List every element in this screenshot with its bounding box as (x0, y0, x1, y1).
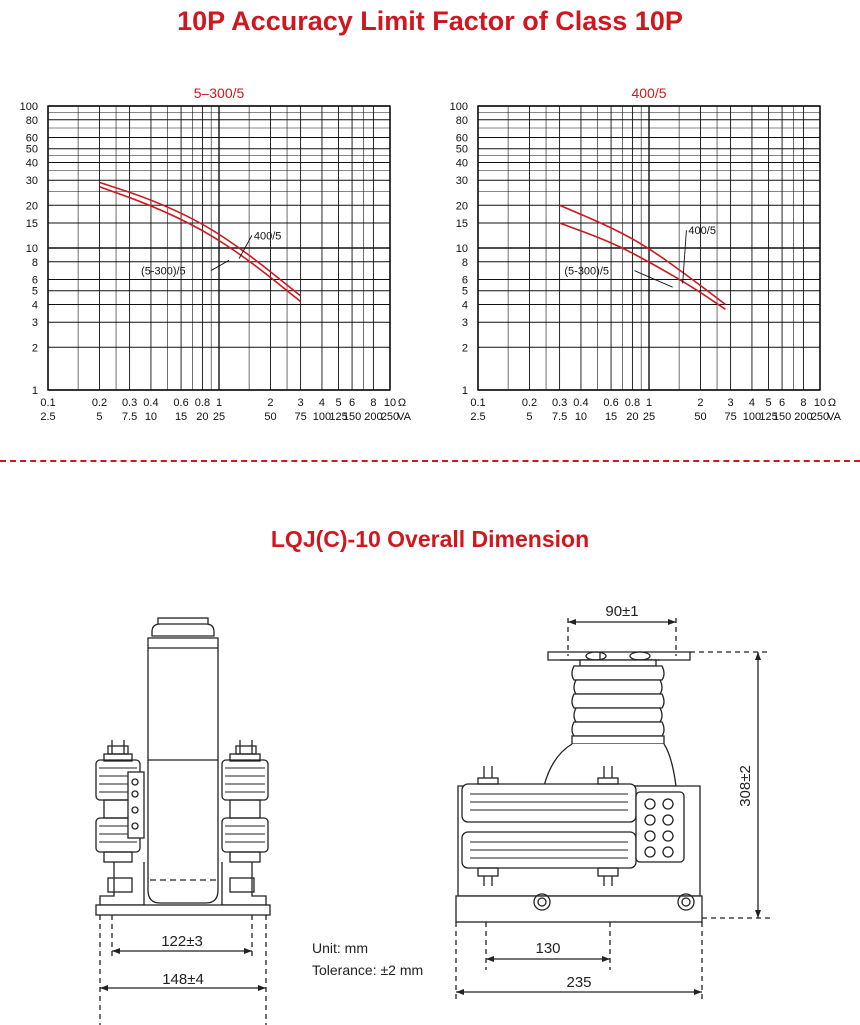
x-unit-ohm: Ω (397, 397, 407, 409)
y-tick-label: 3 (461, 317, 468, 330)
x-tick-label-va: 100 (312, 411, 332, 423)
x-tick-label-ohm: 0.1 (40, 397, 56, 409)
x-tick-label-ohm: 0.8 (624, 397, 641, 409)
y-tick-label: 30 (25, 175, 38, 188)
page-title: 10P Accuracy Limit Factor of Class 10P (177, 6, 683, 36)
series-label: 400/5 (688, 225, 716, 238)
y-tick-label: 100 (449, 101, 468, 113)
x-tick-label-ohm: 0.3 (551, 397, 568, 409)
y-tick-label: 50 (455, 143, 468, 156)
dimension-title: LQJ(C)-10 Overall Dimension (270, 526, 590, 552)
y-tick-label: 60 (25, 132, 38, 145)
x-tick-label-va: 15 (604, 411, 618, 423)
x-tick-label-ohm: 8 (800, 397, 807, 409)
x-tick-label-ohm: 4 (318, 397, 326, 409)
chart-title: 5–300/5 (193, 85, 245, 101)
x-tick-label-va: 20 (626, 411, 639, 423)
y-tick-label: 4 (461, 299, 468, 312)
x-tick-label-va: 50 (694, 411, 707, 423)
x-tick-label-va: 200 (794, 411, 813, 423)
y-tick-label: 5 (31, 285, 38, 298)
x-tick-label-ohm: 0.1 (470, 397, 486, 409)
x-tick-label-ohm: 1 (645, 397, 653, 409)
x-tick-label-ohm: 0.2 (521, 397, 538, 409)
dim-front-outer: 148±4 (162, 971, 204, 988)
x-tick-label-ohm: 0.4 (143, 397, 159, 409)
y-tick-label: 6 (461, 274, 468, 287)
x-unit-va: VA (827, 411, 841, 423)
y-tick-label: 2 (461, 342, 468, 355)
y-tick-label: 40 (25, 157, 38, 170)
unit-note: Unit: mm (312, 940, 368, 956)
x-tick-label-ohm: 2 (267, 397, 274, 409)
dim-side-height: 308±2 (737, 765, 754, 807)
dim-side-inner: 130 (535, 940, 561, 957)
y-tick-label: 10 (25, 243, 38, 255)
y-tick-label: 20 (455, 200, 468, 213)
x-tick-label-ohm: 6 (779, 397, 786, 409)
series-label: 400/5 (253, 230, 282, 243)
y-tick-label: 2 (31, 342, 38, 355)
y-tick-label: 15 (455, 217, 468, 230)
y-tick-label: 1 (461, 385, 468, 397)
x-tick-label-ohm: 10 (383, 397, 397, 409)
x-tick-label-va: 200 (364, 411, 383, 423)
x-tick-label-va: 15 (174, 411, 188, 423)
x-tick-label-va: 10 (574, 411, 588, 423)
x-tick-label-va: 5 (96, 411, 103, 423)
x-tick-label-va: 5 (526, 411, 533, 423)
x-tick-label-ohm: 6 (349, 397, 356, 409)
chart-400 (430, 76, 860, 436)
x-tick-label-va: 125 (759, 411, 778, 423)
x-tick-label-ohm: 5 (765, 397, 772, 409)
x-tick-label-va: 250 (810, 411, 830, 423)
x-tick-label-ohm: 5 (335, 397, 342, 409)
chart-title: 400/5 (631, 85, 667, 101)
y-tick-label: 50 (25, 143, 38, 156)
y-tick-label: 4 (31, 299, 38, 312)
x-tick-label-ohm: 10 (813, 397, 827, 409)
y-tick-label: 10 (455, 243, 468, 255)
dimension-drawing (0, 560, 860, 1025)
x-tick-label-ohm: 1 (215, 397, 223, 409)
y-tick-label: 8 (461, 256, 468, 269)
dim-side-top: 90±1 (605, 603, 639, 620)
x-tick-label-ohm: 0.4 (573, 397, 589, 409)
x-tick-label-va: 2.5 (470, 411, 486, 423)
x-tick-label-va: 7.5 (551, 411, 568, 423)
x-tick-label-ohm: 0.8 (194, 397, 211, 409)
x-tick-label-ohm: 4 (748, 397, 756, 409)
x-tick-label-va: 75 (294, 411, 307, 423)
series-label: (5-300)/5 (141, 265, 186, 278)
x-tick-label-va: 7.5 (121, 411, 138, 423)
series-label: (5-300)/5 (564, 265, 610, 278)
y-tick-label: 30 (455, 175, 468, 188)
x-tick-label-ohm: 3 (727, 397, 734, 409)
y-tick-label: 8 (31, 256, 38, 269)
x-tick-label-va: 50 (264, 411, 277, 423)
x-tick-label-va: 125 (329, 411, 348, 423)
x-tick-label-va: 25 (642, 411, 656, 423)
dim-side-outer: 235 (566, 974, 592, 991)
y-tick-label: 20 (25, 200, 38, 213)
x-tick-label-ohm: 3 (297, 397, 304, 409)
y-tick-label: 1 (31, 385, 38, 397)
x-tick-label-ohm: 0.2 (91, 397, 108, 409)
x-tick-label-va: 20 (196, 411, 209, 423)
x-tick-label-va: 2.5 (40, 411, 56, 423)
x-tick-label-va: 100 (742, 411, 762, 423)
x-unit-va: VA (397, 411, 411, 423)
x-tick-label-ohm: 0.6 (173, 397, 189, 409)
x-tick-label-va: 10 (144, 411, 158, 423)
y-tick-label: 40 (455, 157, 468, 170)
x-tick-label-va: 25 (212, 411, 226, 423)
x-tick-label-va: 150 (772, 411, 792, 423)
x-tick-label-ohm: 2 (697, 397, 704, 409)
y-tick-label: 100 (19, 101, 38, 113)
section-divider (0, 460, 860, 462)
tolerance-note: Tolerance: ±2 mm (312, 962, 424, 978)
y-tick-label: 60 (455, 132, 468, 145)
x-unit-ohm: Ω (827, 397, 837, 409)
x-tick-label-ohm: 0.3 (121, 397, 138, 409)
chart-5-300 (0, 76, 430, 436)
x-tick-label-ohm: 0.6 (603, 397, 619, 409)
x-tick-label-ohm: 8 (370, 397, 377, 409)
y-tick-label: 6 (31, 274, 38, 287)
y-tick-label: 80 (455, 114, 468, 127)
y-tick-label: 5 (461, 285, 468, 298)
y-tick-label: 15 (25, 217, 38, 230)
y-tick-label: 3 (31, 317, 38, 330)
dim-front-inner: 122±3 (161, 933, 203, 950)
x-tick-label-va: 150 (342, 411, 362, 423)
y-tick-label: 80 (25, 114, 38, 127)
x-tick-label-va: 250 (380, 411, 400, 423)
x-tick-label-va: 75 (724, 411, 737, 423)
